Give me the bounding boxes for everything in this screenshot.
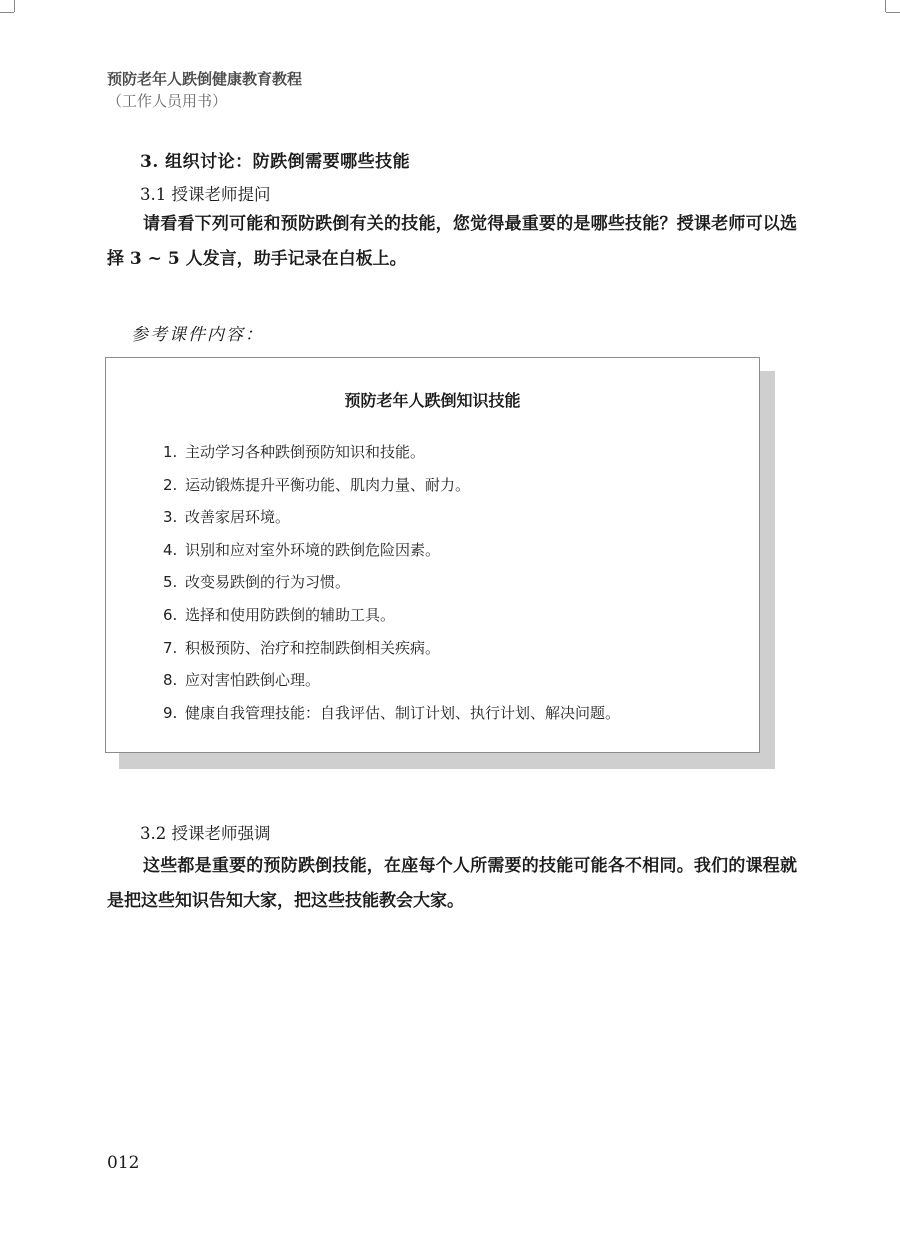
page-number: 012 xyxy=(107,1153,140,1173)
list-item-number: 6. xyxy=(163,605,178,624)
list-item-number: 5. xyxy=(163,573,178,592)
list-item xyxy=(163,469,620,502)
list-item-text: 改变易跌倒的行为习惯。 xyxy=(185,573,351,592)
subheading-teacher-question: 3.1 授课老师提问 xyxy=(140,185,271,204)
paragraph-teacher-emphasis: 这些都是重要的预防跌倒技能，在座每个人所需要的技能可能各不相同。我们的课程就是把这些知识告知大家，把这些技能教会大家。 xyxy=(107,856,797,911)
list-item-number: 9. xyxy=(163,703,178,722)
crop-mark xyxy=(0,12,14,13)
list-item-text: 识别和应对室外环境的跌倒危险因素。 xyxy=(185,540,441,559)
list-item xyxy=(163,566,620,599)
running-head xyxy=(107,68,302,112)
list-item xyxy=(163,599,620,632)
list-item-text: 改善家居环境。 xyxy=(185,508,291,527)
list-item-text: 选择和使用防跌倒的辅助工具。 xyxy=(185,605,396,624)
book-subtitle: （工作人员用书） xyxy=(107,92,228,110)
courseware-box-title: 预防老年人跌倒知识技能 xyxy=(344,391,521,410)
list-item-text: 运动锻炼提升平衡功能、肌肉力量、耐力。 xyxy=(185,475,471,494)
list-item-number: 1. xyxy=(163,443,178,461)
list-item xyxy=(163,664,620,697)
list-item-number: 7. xyxy=(163,638,178,657)
list-item xyxy=(163,501,620,534)
list-item-text: 健康自我管理技能：自我评估、制订计划、执行计划、解决问题。 xyxy=(185,703,621,722)
book-title: 预防老年人跌倒健康教育教程 xyxy=(107,70,303,88)
crop-mark xyxy=(886,12,900,13)
list-item xyxy=(163,632,620,665)
list-item-text: 主动学习各种跌倒预防知识和技能。 xyxy=(185,443,426,461)
list-item xyxy=(163,534,620,567)
list-item-text: 积极预防、治疗和控制跌倒相关疾病。 xyxy=(185,638,441,657)
list-item-number: 2. xyxy=(163,475,178,494)
list-item xyxy=(163,697,620,730)
section-heading: 3. 组织讨论：防跌倒需要哪些技能 xyxy=(140,152,411,172)
courseware-label: 参考课件内容： xyxy=(131,325,264,345)
crop-mark xyxy=(885,0,886,12)
list-item-number: 3. xyxy=(163,508,178,527)
list-item-number: 4. xyxy=(163,540,178,559)
list-item-text: 应对害怕跌倒心理。 xyxy=(185,671,321,690)
subheading-teacher-emphasis: 3.2 授课老师强调 xyxy=(140,824,271,843)
courseware-box xyxy=(105,357,760,753)
crop-mark xyxy=(14,0,15,12)
skills-list xyxy=(163,436,620,729)
paragraph-teacher-question: 请看看下列可能和预防跌倒有关的技能，您觉得最重要的是哪些技能？授课老师可以选择 3 ~ 5 人发言，助手记录在白板上。 xyxy=(107,214,797,269)
list-item xyxy=(163,436,620,469)
list-item-number: 8. xyxy=(163,671,178,690)
